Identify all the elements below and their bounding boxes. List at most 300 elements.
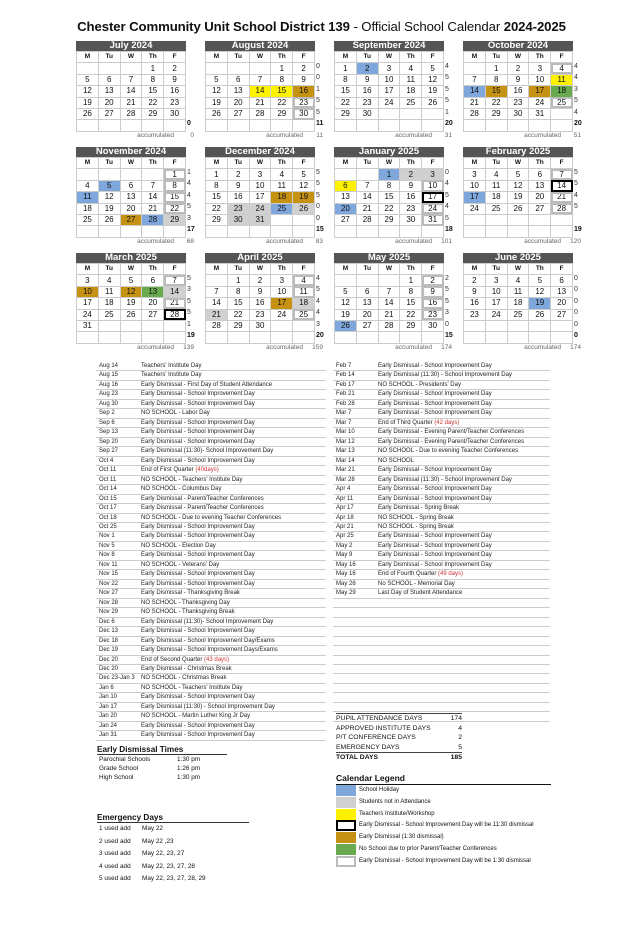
day-cell[interactable]: 11 bbox=[551, 74, 573, 85]
event-text: Early Dismissal - School Improvement Day bbox=[378, 561, 492, 568]
day-cell[interactable]: 21 bbox=[551, 192, 573, 203]
day-cell[interactable]: 7 bbox=[142, 180, 164, 191]
day-cell[interactable]: 18 bbox=[293, 298, 315, 309]
day-cell[interactable]: 20 bbox=[551, 298, 573, 309]
day-cell[interactable]: 30 bbox=[249, 320, 271, 331]
event-text: NO SCHOOL - Thanksgiving Break bbox=[141, 609, 235, 616]
day-cell[interactable]: 23 bbox=[422, 309, 444, 320]
day-cell[interactable]: 27 bbox=[98, 108, 120, 119]
day-cell[interactable]: 8 bbox=[378, 180, 400, 191]
day-cell[interactable]: 7 bbox=[464, 74, 486, 85]
week-row bbox=[464, 169, 573, 180]
day-cell[interactable]: 6 bbox=[335, 180, 357, 191]
day-cell[interactable]: 5 bbox=[529, 275, 551, 286]
day-cell[interactable]: 14 bbox=[206, 298, 228, 309]
day-cell[interactable]: 15 bbox=[335, 86, 357, 97]
day-cell[interactable]: 3 bbox=[378, 63, 400, 74]
day-cell[interactable]: 19 bbox=[529, 298, 551, 309]
day-cell[interactable]: 30 bbox=[356, 108, 378, 119]
day-cell[interactable]: 21 bbox=[378, 309, 400, 320]
day-cell[interactable]: 10 bbox=[422, 180, 444, 191]
day-cell[interactable]: 2 bbox=[164, 63, 186, 74]
day-cell[interactable]: 7 bbox=[120, 74, 142, 85]
day-cell[interactable]: 18 bbox=[271, 192, 293, 203]
day-cell[interactable]: 3 bbox=[422, 169, 444, 180]
day-cell[interactable]: 26 bbox=[293, 203, 315, 214]
school-name: High School bbox=[99, 774, 134, 781]
day-cell[interactable]: 30 bbox=[227, 214, 249, 225]
day-cell[interactable]: 8 bbox=[335, 74, 357, 85]
day-cell[interactable]: 2 bbox=[356, 63, 378, 74]
day-cell[interactable]: 22 bbox=[227, 309, 249, 320]
day-cell[interactable]: 24 bbox=[271, 309, 293, 320]
day-cell[interactable]: 2 bbox=[249, 275, 271, 286]
day-cell[interactable]: 8 bbox=[142, 74, 164, 85]
day-cell[interactable]: 15 bbox=[271, 86, 293, 97]
day-cell[interactable]: 19 bbox=[422, 86, 444, 97]
day-cell[interactable]: 22 bbox=[485, 97, 507, 108]
day-cell[interactable]: 25 bbox=[400, 97, 422, 108]
day-cell[interactable]: 5 bbox=[293, 169, 315, 180]
event-row bbox=[333, 532, 550, 541]
day-cell[interactable]: 23 bbox=[356, 97, 378, 108]
day-cell[interactable]: 3 bbox=[249, 169, 271, 180]
accumulated-label: accumulated bbox=[524, 238, 561, 245]
day-cell[interactable]: 27 bbox=[227, 108, 249, 119]
day-cell[interactable]: 30 bbox=[164, 108, 186, 119]
day-cell[interactable]: 18 bbox=[507, 298, 529, 309]
day-cell[interactable]: 2 bbox=[464, 275, 486, 286]
day-cell[interactable]: 19 bbox=[98, 203, 120, 214]
day-cell[interactable]: 3 bbox=[464, 169, 486, 180]
day-cell[interactable]: 21 bbox=[464, 97, 486, 108]
day-cell[interactable]: 6 bbox=[98, 74, 120, 85]
day-cell[interactable]: 24 bbox=[464, 203, 486, 214]
day-cell[interactable]: 1 bbox=[164, 169, 186, 180]
day-cell[interactable]: 25 bbox=[77, 214, 99, 225]
day-cell[interactable]: 11 bbox=[293, 286, 315, 297]
day-cell[interactable]: 14 bbox=[120, 86, 142, 97]
day-cell[interactable]: 23 bbox=[400, 203, 422, 214]
day-cell[interactable]: 1 bbox=[142, 63, 164, 74]
day-cell[interactable]: 1 bbox=[400, 275, 422, 286]
day-cell[interactable]: 29 bbox=[400, 320, 422, 331]
day-cell[interactable]: 21 bbox=[206, 309, 228, 320]
event-row bbox=[96, 371, 326, 380]
day-cell[interactable]: 8 bbox=[206, 180, 228, 191]
day-cell[interactable]: 22 bbox=[400, 309, 422, 320]
day-cell[interactable]: 12 bbox=[507, 180, 529, 191]
day-cell[interactable]: 30 bbox=[293, 108, 315, 119]
event-text: Early Dismissal - School Improvement Day bbox=[378, 410, 492, 417]
day-cell[interactable]: 12 bbox=[206, 86, 228, 97]
accumulated-label: accumulated bbox=[395, 132, 432, 139]
day-cell[interactable]: 20 bbox=[335, 203, 357, 214]
day-cell[interactable]: 28 bbox=[551, 203, 573, 214]
day-cell[interactable]: 8 bbox=[485, 74, 507, 85]
day-cell[interactable]: 17 bbox=[249, 192, 271, 203]
day-cell[interactable]: 1 bbox=[335, 63, 357, 74]
day-cell[interactable]: 20 bbox=[120, 203, 142, 214]
day-cell[interactable]: 16 bbox=[249, 298, 271, 309]
day-cell[interactable]: 20 bbox=[529, 192, 551, 203]
day-cell[interactable]: 23 bbox=[249, 309, 271, 320]
day-cell[interactable]: 3 bbox=[77, 275, 99, 286]
day-cell[interactable]: 3 bbox=[485, 275, 507, 286]
day-cell[interactable]: 1 bbox=[271, 63, 293, 74]
day-cell[interactable]: 11 bbox=[271, 180, 293, 191]
day-cell[interactable]: 9 bbox=[400, 180, 422, 191]
event-row bbox=[333, 447, 550, 456]
day-cell[interactable]: 14 bbox=[356, 192, 378, 203]
day-cell[interactable]: 10 bbox=[271, 286, 293, 297]
event-text: Early Dismissal - School Improvement Day bbox=[378, 552, 492, 559]
make-up-dates: May 22, 23, 27, 28, 29 bbox=[142, 875, 206, 882]
day-cell[interactable]: 27 bbox=[120, 214, 142, 225]
week-count: 4 bbox=[445, 180, 449, 188]
weekday-label: Th bbox=[271, 264, 293, 275]
day-cell[interactable]: 17 bbox=[422, 192, 444, 203]
day-cell[interactable]: 16 bbox=[507, 86, 529, 97]
day-cell[interactable]: 13 bbox=[551, 286, 573, 297]
day-cell[interactable]: 4 bbox=[293, 275, 315, 286]
day-cell[interactable]: 16 bbox=[227, 192, 249, 203]
day-cell[interactable]: 18 bbox=[400, 86, 422, 97]
day-cell[interactable]: 15 bbox=[378, 192, 400, 203]
day-cell[interactable]: 2 bbox=[422, 275, 444, 286]
day-cell[interactable]: 4 bbox=[400, 63, 422, 74]
day-cell[interactable]: 3 bbox=[271, 275, 293, 286]
day-cell[interactable]: 11 bbox=[98, 286, 120, 297]
day-cell[interactable]: 16 bbox=[400, 192, 422, 203]
day-cell[interactable]: 6 bbox=[142, 275, 164, 286]
day-cell[interactable]: 8 bbox=[164, 180, 186, 191]
week-count: 0 bbox=[316, 74, 320, 82]
day-cell[interactable]: 6 bbox=[356, 286, 378, 297]
day-cell[interactable]: 26 bbox=[422, 97, 444, 108]
day-cell[interactable]: 13 bbox=[356, 298, 378, 309]
day-cell[interactable]: 26 bbox=[98, 214, 120, 225]
day-cell[interactable]: 5 bbox=[120, 275, 142, 286]
day-cell[interactable]: 19 bbox=[206, 97, 228, 108]
day-cell[interactable]: 24 bbox=[249, 203, 271, 214]
day-cell[interactable]: 14 bbox=[551, 180, 573, 191]
day-cell[interactable]: 17 bbox=[529, 86, 551, 97]
day-cell[interactable]: 7 bbox=[378, 286, 400, 297]
day-cell[interactable]: 22 bbox=[206, 203, 228, 214]
day-cell[interactable]: 18 bbox=[98, 298, 120, 309]
day-cell[interactable]: 17 bbox=[378, 86, 400, 97]
event-row bbox=[333, 570, 550, 579]
day-cell[interactable]: 24 bbox=[485, 309, 507, 320]
day-cell[interactable]: 24 bbox=[529, 97, 551, 108]
day-cell[interactable]: 11 bbox=[507, 286, 529, 297]
day-cell[interactable]: 21 bbox=[249, 97, 271, 108]
day-cell[interactable]: 25 bbox=[485, 203, 507, 214]
day-cell[interactable]: 5 bbox=[335, 286, 357, 297]
day-cell[interactable]: 8 bbox=[271, 74, 293, 85]
day-cell[interactable]: 16 bbox=[293, 86, 315, 97]
day-cell bbox=[356, 120, 378, 131]
day-cell[interactable]: 17 bbox=[271, 298, 293, 309]
day-cell[interactable]: 9 bbox=[507, 74, 529, 85]
day-cell[interactable]: 4 bbox=[271, 169, 293, 180]
day-cell[interactable]: 14 bbox=[378, 298, 400, 309]
day-cell[interactable]: 16 bbox=[422, 298, 444, 309]
day-cell[interactable]: 20 bbox=[356, 309, 378, 320]
day-cell[interactable]: 29 bbox=[271, 108, 293, 119]
day-cell[interactable]: 10 bbox=[249, 180, 271, 191]
day-cell[interactable]: 22 bbox=[335, 97, 357, 108]
day-cell[interactable]: 15 bbox=[206, 192, 228, 203]
day-cell[interactable]: 14 bbox=[164, 286, 186, 297]
day-cell[interactable]: 23 bbox=[507, 97, 529, 108]
day-cell[interactable]: 9 bbox=[227, 180, 249, 191]
day-cell[interactable]: 9 bbox=[422, 286, 444, 297]
day-cell[interactable]: 2 bbox=[507, 63, 529, 74]
day-cell[interactable]: 13 bbox=[227, 86, 249, 97]
day-cell[interactable]: 27 bbox=[335, 214, 357, 225]
day-cell[interactable]: 15 bbox=[142, 86, 164, 97]
day-cell[interactable]: 6 bbox=[227, 74, 249, 85]
day-cell[interactable]: 12 bbox=[77, 86, 99, 97]
day-cell[interactable]: 13 bbox=[142, 286, 164, 297]
day-cell[interactable]: 28 bbox=[378, 320, 400, 331]
day-cell[interactable]: 29 bbox=[378, 214, 400, 225]
day-cell[interactable]: 26 bbox=[507, 203, 529, 214]
day-cell[interactable]: 15 bbox=[227, 298, 249, 309]
day-cell[interactable]: 18 bbox=[551, 86, 573, 97]
day-cell[interactable]: 23 bbox=[227, 203, 249, 214]
day-cell[interactable]: 5 bbox=[77, 74, 99, 85]
day-cell[interactable]: 1 bbox=[227, 275, 249, 286]
day-cell[interactable]: 27 bbox=[356, 320, 378, 331]
day-cell[interactable]: 9 bbox=[164, 74, 186, 85]
day-cell[interactable]: 27 bbox=[142, 309, 164, 320]
day-cell[interactable]: 31 bbox=[422, 214, 444, 225]
day-cell[interactable]: 14 bbox=[142, 192, 164, 203]
day-cell[interactable]: 28 bbox=[356, 214, 378, 225]
day-cell[interactable]: 28 bbox=[164, 309, 186, 320]
day-cell[interactable]: 26 bbox=[335, 320, 357, 331]
day-cell[interactable]: 11 bbox=[485, 180, 507, 191]
day-cell[interactable]: 20 bbox=[142, 298, 164, 309]
day-cell[interactable]: 25 bbox=[293, 309, 315, 320]
day-cell[interactable]: 13 bbox=[335, 192, 357, 203]
day-cell[interactable]: 19 bbox=[293, 192, 315, 203]
day-cell[interactable]: 6 bbox=[120, 180, 142, 191]
day-cell[interactable]: 6 bbox=[551, 275, 573, 286]
day-cell[interactable]: 12 bbox=[120, 286, 142, 297]
day-cell[interactable]: 9 bbox=[356, 74, 378, 85]
day-cell[interactable]: 2 bbox=[400, 169, 422, 180]
weekday-header bbox=[77, 264, 186, 275]
day-cell[interactable]: 5 bbox=[507, 169, 529, 180]
day-cell[interactable]: 20 bbox=[98, 97, 120, 108]
day-cell[interactable]: 7 bbox=[164, 275, 186, 286]
day-cell[interactable]: 7 bbox=[206, 286, 228, 297]
day-cell[interactable]: 21 bbox=[164, 298, 186, 309]
day-cell[interactable]: 29 bbox=[335, 108, 357, 119]
day-cell[interactable]: 13 bbox=[120, 192, 142, 203]
day-cell[interactable]: 19 bbox=[120, 298, 142, 309]
dismissal-row bbox=[97, 755, 227, 764]
day-cell[interactable]: 31 bbox=[77, 320, 99, 331]
day-cell[interactable]: 21 bbox=[356, 203, 378, 214]
event-date: Mar 10 bbox=[336, 429, 355, 436]
day-cell[interactable]: 4 bbox=[98, 275, 120, 286]
day-cell[interactable]: 29 bbox=[164, 214, 186, 225]
day-cell[interactable]: 23 bbox=[464, 309, 486, 320]
day-cell[interactable]: 17 bbox=[485, 298, 507, 309]
day-cell[interactable]: 25 bbox=[551, 97, 573, 108]
day-cell[interactable]: 28 bbox=[206, 320, 228, 331]
day-cell[interactable]: 7 bbox=[551, 169, 573, 180]
day-cell[interactable]: 5 bbox=[98, 180, 120, 191]
day-cell[interactable]: 27 bbox=[551, 309, 573, 320]
day-cell[interactable]: 27 bbox=[529, 203, 551, 214]
day-cell[interactable]: 26 bbox=[120, 309, 142, 320]
day-cell[interactable]: 15 bbox=[485, 86, 507, 97]
day-cell[interactable]: 21 bbox=[120, 97, 142, 108]
day-cell[interactable]: 1 bbox=[378, 169, 400, 180]
day-cell[interactable]: 5 bbox=[422, 63, 444, 74]
day-cell[interactable]: 1 bbox=[485, 63, 507, 74]
legend-item-box130 bbox=[336, 856, 551, 868]
day-cell[interactable]: 15 bbox=[164, 192, 186, 203]
day-cell bbox=[378, 120, 400, 131]
day-cell[interactable]: 19 bbox=[507, 192, 529, 203]
day-cell[interactable]: 12 bbox=[529, 286, 551, 297]
week-row bbox=[206, 226, 315, 237]
day-cell[interactable]: 16 bbox=[464, 298, 486, 309]
day-cell[interactable]: 8 bbox=[227, 286, 249, 297]
day-cell[interactable]: 1 bbox=[206, 169, 228, 180]
day-cell[interactable]: 30 bbox=[400, 214, 422, 225]
week-row bbox=[464, 180, 573, 191]
day-cell[interactable]: 9 bbox=[249, 286, 271, 297]
week-count: 5 bbox=[316, 169, 320, 176]
day-cell[interactable]: 9 bbox=[464, 286, 486, 297]
day-cell[interactable]: 7 bbox=[356, 180, 378, 191]
day-cell[interactable]: 26 bbox=[206, 108, 228, 119]
day-cell[interactable]: 4 bbox=[77, 180, 99, 191]
day-cell[interactable]: 12 bbox=[422, 74, 444, 85]
day-cell[interactable]: 9 bbox=[293, 74, 315, 85]
day-cell[interactable]: 17 bbox=[77, 298, 99, 309]
event-row bbox=[333, 371, 550, 380]
day-cell[interactable]: 10 bbox=[77, 286, 99, 297]
day-cell[interactable]: 5 bbox=[206, 74, 228, 85]
day-cell[interactable]: 15 bbox=[400, 298, 422, 309]
day-cell[interactable]: 8 bbox=[400, 286, 422, 297]
day-cell[interactable]: 10 bbox=[464, 180, 486, 191]
day-cell[interactable]: 2 bbox=[227, 169, 249, 180]
week-row bbox=[206, 286, 315, 297]
day-cell[interactable]: 22 bbox=[164, 203, 186, 214]
day-cell[interactable]: 24 bbox=[378, 97, 400, 108]
day-cell[interactable]: 16 bbox=[356, 86, 378, 97]
day-cell[interactable]: 29 bbox=[142, 108, 164, 119]
day-cell[interactable]: 3 bbox=[529, 63, 551, 74]
day-cell[interactable]: 14 bbox=[249, 86, 271, 97]
day-cell[interactable]: 4 bbox=[485, 169, 507, 180]
day-cell[interactable]: 2 bbox=[293, 63, 315, 74]
day-cell[interactable]: 25 bbox=[98, 309, 120, 320]
day-cell[interactable]: 18 bbox=[485, 192, 507, 203]
day-cell[interactable]: 26 bbox=[529, 309, 551, 320]
day-cell[interactable]: 22 bbox=[378, 203, 400, 214]
day-cell[interactable]: 10 bbox=[529, 74, 551, 85]
day-cell[interactable]: 29 bbox=[227, 320, 249, 331]
day-cell[interactable]: 12 bbox=[98, 192, 120, 203]
day-cell[interactable]: 11 bbox=[400, 74, 422, 85]
day-cell[interactable]: 4 bbox=[551, 63, 573, 74]
day-cell[interactable]: 28 bbox=[120, 108, 142, 119]
day-cell[interactable]: 22 bbox=[142, 97, 164, 108]
day-cell[interactable]: 29 bbox=[206, 214, 228, 225]
event-row bbox=[96, 362, 326, 371]
day-cell[interactable]: 17 bbox=[464, 192, 486, 203]
day-cell[interactable]: 11 bbox=[77, 192, 99, 203]
accumulated-label: accumulated bbox=[395, 238, 432, 245]
day-cell[interactable]: 31 bbox=[529, 108, 551, 119]
day-cell[interactable]: 25 bbox=[271, 203, 293, 214]
legend-item-institute bbox=[336, 809, 551, 821]
day-cell[interactable]: 23 bbox=[293, 97, 315, 108]
day-cell[interactable]: 19 bbox=[335, 309, 357, 320]
day-cell[interactable]: 28 bbox=[249, 108, 271, 119]
day-cell[interactable]: 30 bbox=[422, 320, 444, 331]
day-cell[interactable]: 13 bbox=[529, 180, 551, 191]
weekday-header bbox=[77, 158, 186, 169]
day-cell bbox=[98, 332, 120, 343]
accumulated-value: 174 bbox=[441, 344, 452, 351]
day-cell[interactable]: 6 bbox=[529, 169, 551, 180]
day-cell[interactable]: 4 bbox=[507, 275, 529, 286]
day-cell[interactable]: 30 bbox=[507, 108, 529, 119]
day-cell[interactable]: 29 bbox=[485, 108, 507, 119]
day-cell[interactable]: 26 bbox=[77, 108, 99, 119]
day-cell[interactable]: 23 bbox=[164, 97, 186, 108]
event-text: Early Dismissal - School Improvement Day bbox=[141, 400, 255, 407]
day-cell[interactable]: 28 bbox=[142, 214, 164, 225]
day-cell[interactable]: 12 bbox=[335, 298, 357, 309]
day-cell[interactable]: 16 bbox=[164, 86, 186, 97]
day-cell[interactable]: 20 bbox=[227, 97, 249, 108]
weekday-label: Tu bbox=[98, 264, 120, 275]
day-cell[interactable]: 24 bbox=[422, 203, 444, 214]
event-date: May 9 bbox=[336, 552, 353, 559]
day-cell[interactable]: 14 bbox=[464, 86, 486, 97]
day-cell[interactable]: 31 bbox=[249, 214, 271, 225]
day-cell[interactable]: 28 bbox=[464, 108, 486, 119]
event-text: Early Dismissal (11:30)- School Improvement Day bbox=[141, 618, 274, 625]
day-cell[interactable]: 7 bbox=[249, 74, 271, 85]
day-cell[interactable]: 10 bbox=[485, 286, 507, 297]
day-cell[interactable]: 19 bbox=[77, 97, 99, 108]
day-cell[interactable]: 22 bbox=[271, 97, 293, 108]
event-row bbox=[96, 485, 326, 494]
day-cell[interactable]: 24 bbox=[77, 309, 99, 320]
day-cell[interactable]: 10 bbox=[378, 74, 400, 85]
day-cell[interactable]: 13 bbox=[98, 86, 120, 97]
day-cell[interactable]: 25 bbox=[507, 309, 529, 320]
day-cell[interactable]: 18 bbox=[77, 203, 99, 214]
day-cell[interactable]: 12 bbox=[293, 180, 315, 191]
day-cell[interactable]: 21 bbox=[142, 203, 164, 214]
weekday-label: M bbox=[77, 52, 99, 63]
